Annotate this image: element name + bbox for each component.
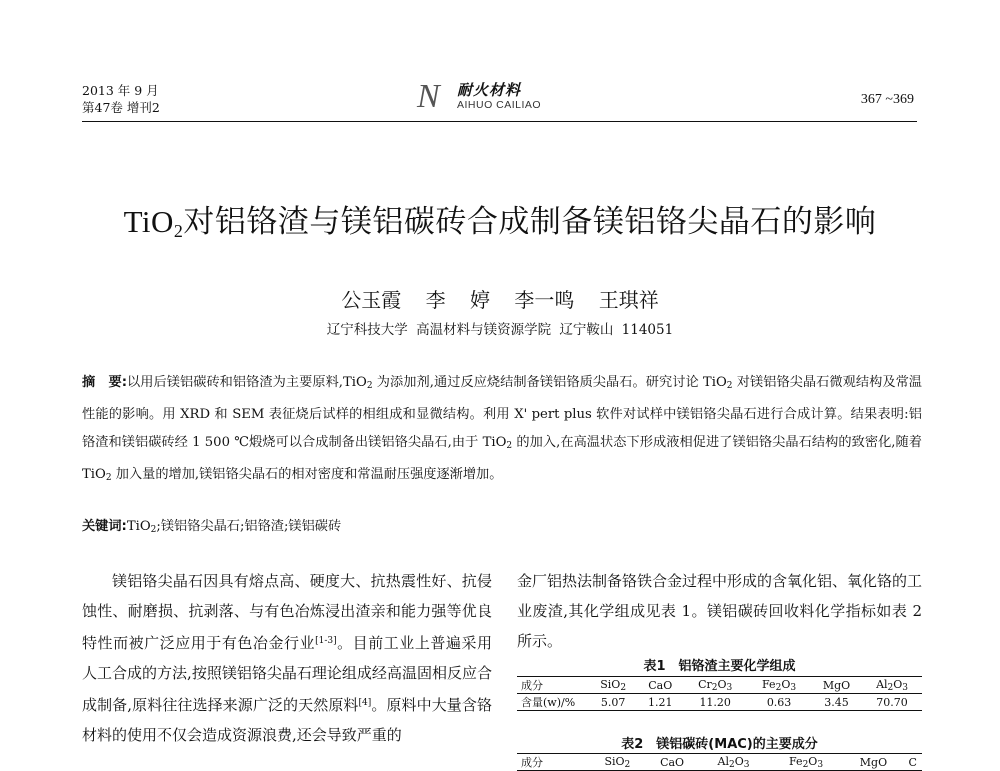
table-cell: 含量(w)/%	[517, 694, 589, 711]
journal-name-en: AIHUO CAILIAO	[457, 99, 542, 111]
keywords-label: 关键词:	[82, 519, 127, 534]
table2-caption: 表2 镁铝碳砖(MAC)的主要成分	[621, 737, 818, 752]
table-cell: 3.45	[811, 694, 862, 711]
journal-logo	[417, 78, 577, 116]
body-paragraph: 金厂铝热法制备铬铁合金过程中形成的含氧化铝、氧化铬的工业废渣,其化学组成见表 1。镁铝碳砖回收料化学指标如表 2 所示。	[517, 572, 923, 650]
journal-name-cn: 耐火材料	[457, 81, 522, 99]
header-rule	[82, 121, 917, 122]
paper-title	[0, 196, 1000, 242]
issue-volume: 第47卷 增刊2	[82, 100, 160, 115]
author: 李一鸣	[514, 288, 575, 312]
body-text: 。原料中大量含铬材料的使用不仅会造成资源浪费,还会导致严重的	[82, 696, 492, 744]
body-paragraph	[82, 566, 492, 750]
title-formula: TiO	[123, 204, 174, 239]
title-text: 对铝铬渣与镁铝碳砖合成制备镁铝铬尖晶石的影响	[183, 204, 877, 240]
subscript: 2	[726, 381, 733, 391]
abstract-text: 对镁铝铬尖晶石微观结构及常温性能的影响。用 XRD 和 SEM 表征烧后试样的相组成和显微结构。利用 X' pert plus 软件对试样中镁铝铬尖晶石进行合成计算。结果表明:铝铬渣和镁铝碳砖经 1 500 ℃煅烧可以合成制备出镁铝铬尖晶石,由于 TiO	[82, 375, 922, 450]
table-cell: 11.20	[683, 694, 747, 711]
table-header-cell: MgO	[843, 754, 903, 771]
author-list	[0, 284, 1000, 313]
table-header-cell: $Al_2O_3$	[862, 677, 922, 694]
author: 王琪祥	[598, 288, 659, 312]
issue-date: 2013 年 9 月	[82, 83, 159, 98]
table-header-cell: $Al_2O_3$	[698, 754, 768, 771]
subscript: 2	[366, 381, 373, 391]
affiliation: 辽宁科技大学 高温材料与镁资源学院 辽宁鞍山 114051	[326, 322, 674, 338]
table-header-cell: $Fe_2O_3$	[769, 754, 844, 771]
table-header-cell: $Cr_2O_3$	[683, 677, 747, 694]
body-column-right	[517, 566, 922, 656]
subscript: 2	[105, 472, 112, 483]
keyword: ;镁铝铬尖晶石;铝铬渣;镁铝碳砖	[156, 519, 342, 534]
body-text: 镁铝铬尖晶石因具有熔点高、硬度大、抗热震性好、抗侵蚀性、耐磨损、抗剥落、与有色冶炼浸出渣亲和能力强等优良特性而被广泛应用于有色冶金行业	[82, 572, 492, 652]
table-cell: 1.21	[637, 694, 683, 711]
table1	[517, 676, 922, 711]
table-row	[517, 694, 922, 711]
citation: [1-3]	[315, 636, 337, 646]
author: 公玉霞	[341, 288, 402, 312]
title-formula-subscript: 2	[173, 221, 184, 241]
keywords	[82, 513, 922, 544]
abstract-text: 加入量的增加,镁铝铬尖晶石的相对密度和常温耐压强度逐渐增加。	[111, 466, 503, 482]
page-range: 367 ~369	[860, 92, 914, 107]
abstract	[82, 369, 922, 492]
table-header-cell: $Fe_2O_3$	[747, 677, 811, 694]
author: 李 婷	[425, 288, 490, 312]
table-header-cell: SiO$_2$	[589, 677, 637, 694]
citation: [4]	[358, 698, 372, 708]
table-header-cell: CaO	[637, 677, 683, 694]
table-header-cell: C	[903, 754, 922, 771]
abstract-text: 以用后镁铝碳砖和铝铬渣为主要原料,TiO	[126, 375, 367, 390]
table-cell: 5.07	[589, 694, 637, 711]
abstract-text: 的加入,在高温状态下形成液相促进了镁铝铬尖晶石结构的致密化,随着 TiO	[82, 435, 922, 482]
table-header-cell: MgO	[811, 677, 862, 694]
table-header-cell: 成分	[517, 754, 589, 771]
table1-caption: 表1 铝铬渣主要化学组成	[643, 659, 796, 674]
table-header-cell: CaO	[646, 754, 699, 771]
table-cell: 70.70	[862, 694, 922, 711]
journal-logo-initial: N	[417, 78, 440, 115]
abstract-label: 摘 要:	[82, 375, 127, 390]
table-cell: 0.63	[747, 694, 811, 711]
table-header-row	[517, 677, 922, 694]
subscript: 2	[506, 441, 513, 451]
body-text: 。目前工业上普遍采用人工合成的方法,按照镁铝铬尖晶石理论组成经高温固相反应合成制备,原料往往选择来源广泛的天然原料	[82, 634, 492, 714]
subscript: 2	[150, 525, 157, 535]
running-header	[82, 78, 918, 122]
table-header-cell: 成分	[517, 677, 589, 694]
table2	[517, 753, 922, 771]
abstract-text: 为添加剂,通过反应烧结制备镁铝铬质尖晶石。研究讨论 TiO	[372, 375, 727, 390]
table-header-cell: SiO$_2$	[589, 754, 646, 771]
issue-info	[82, 82, 160, 116]
body-column-left	[82, 566, 492, 750]
keyword: TiO	[126, 519, 151, 534]
table-header-row	[517, 754, 922, 771]
